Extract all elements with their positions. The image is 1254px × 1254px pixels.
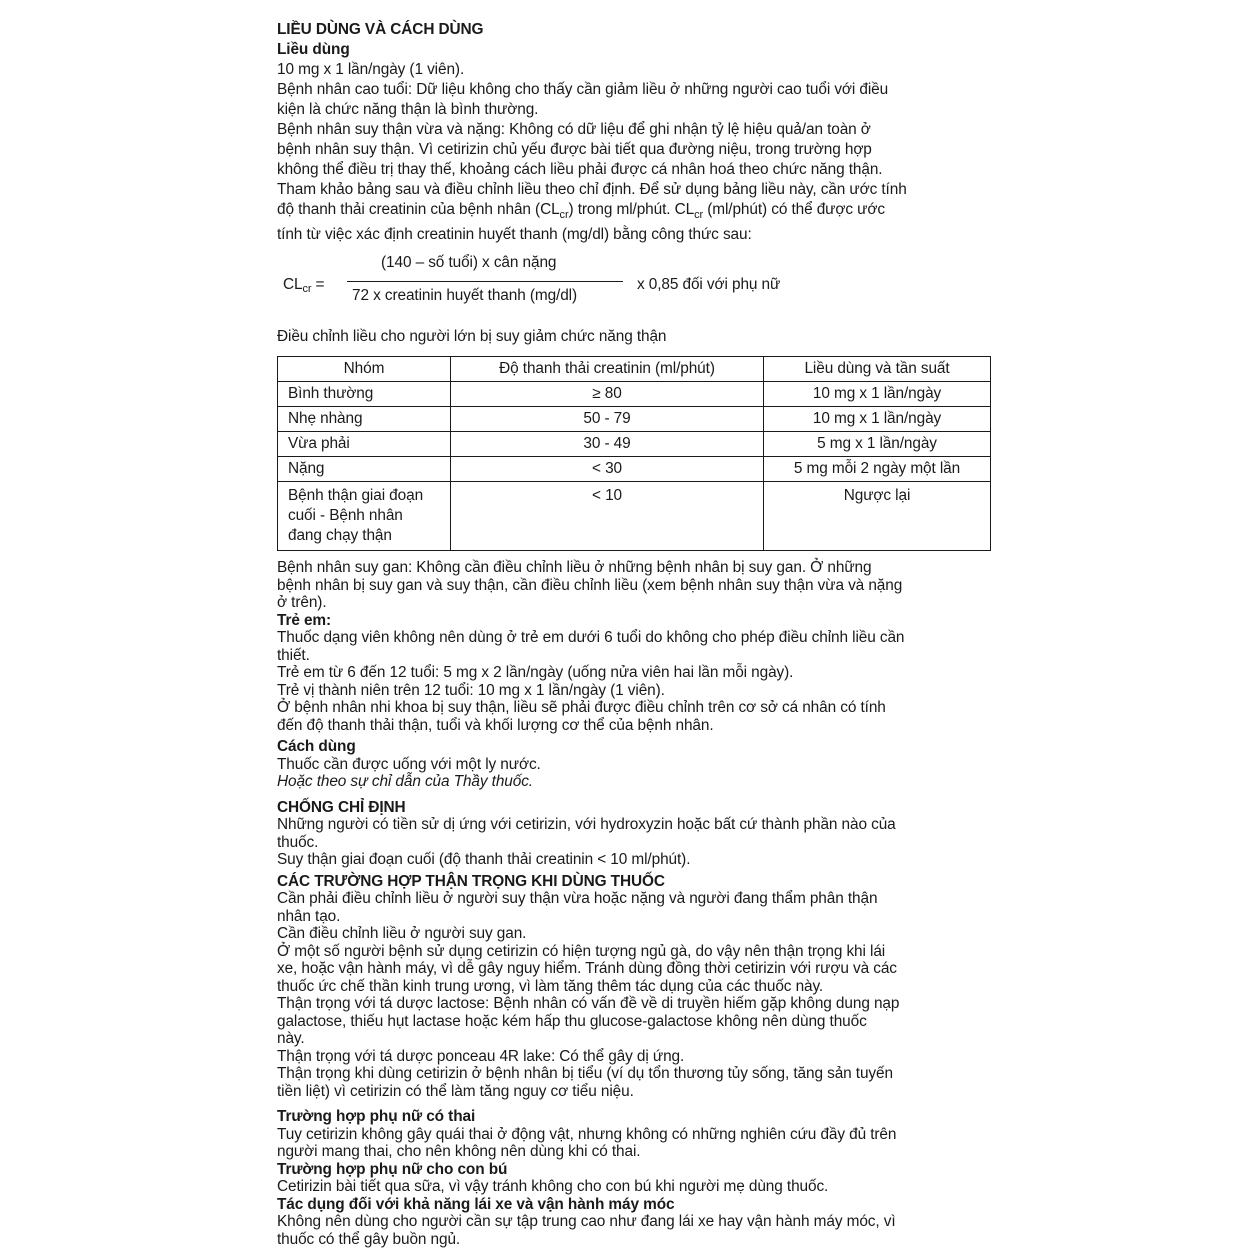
cell-group: Nhẹ nhàng: [278, 407, 451, 432]
table-row: [278, 407, 991, 432]
section-title-dosage: LIỀU DÙNG VÀ CÁCH DÙNG: [277, 21, 484, 38]
clcr-text-a: độ thanh thải creatinin của bệnh nhân (CL: [277, 201, 560, 218]
cell-clearance: < 30: [451, 457, 764, 482]
formula-clcr-label: CL: [283, 276, 303, 294]
text-line: Những người có tiền sử dị ứng với cetirizin, với hydroxyzin hoặc bất cứ thành phần nào của: [277, 816, 896, 834]
text-line: Ở bệnh nhân nhi khoa bị suy thận, liều sẽ phải được điều chỉnh trên cơ sở cá nhân có tính: [277, 699, 886, 717]
formula-lhs: [283, 275, 324, 299]
header-group: Nhóm: [278, 357, 451, 382]
subheading-usage: Cách dùng: [277, 738, 356, 756]
clcr-subscript: cr: [694, 209, 704, 222]
text-line: Cần phải điều chỉnh liều ở người suy thận vừa hoặc nặng và người đang thẩm phân thận: [277, 890, 878, 908]
text-line: nhân tạo.: [277, 907, 341, 925]
text-line: Ở một số người bệnh sử dụng cetirizin có hiện tượng ngủ gà, do vậy nên thận trọng khi lái: [277, 942, 886, 960]
text-line: ở trên).: [277, 594, 327, 612]
cell-group: Vừa phải: [278, 432, 451, 457]
text-line-italic: Hoặc theo sự chỉ dẫn của Thầy thuốc.: [277, 773, 533, 791]
text-line: Thận trọng với tá dược ponceau 4R lake: Có thể gây dị ứng.: [277, 1047, 685, 1065]
cell-dose: 10 mg x 1 lần/ngày: [764, 407, 991, 432]
subheading-children: Trẻ em:: [277, 611, 332, 629]
cell-group-line: đang chạy thận: [288, 527, 392, 545]
subheading-driving: Tác dụng đối với khả năng lái xe và vận hành máy móc: [277, 1195, 675, 1213]
cell-clearance: 50 - 79: [451, 407, 764, 432]
text-line: Thuốc dạng viên không nên dùng ở trẻ em dưới 6 tuổi do không cho phép điều chỉnh liều cần: [277, 629, 905, 647]
text-line: người mang thai, cho nên không nên dùng khi có thai.: [277, 1143, 641, 1161]
formula-denominator: 72 x creatinin huyết thanh (mg/dl): [352, 287, 578, 305]
cell-group-line: cuối - Bệnh nhân: [288, 507, 403, 525]
clcr-text-c: (ml/phút) có thể được ước: [703, 201, 885, 218]
text-line: tính từ việc xác định creatinin huyết thanh (mg/dl) bằng công thức sau:: [277, 226, 752, 244]
text-line: thuốc ức chế thần kinh trung ương, vì làm tăng thêm tác dụng của các thuốc này.: [277, 977, 824, 995]
formula-rhs: x 0,85 đối với phụ nữ: [637, 276, 781, 294]
cell-clearance: < 10: [451, 482, 764, 551]
section-title-contraindications: CHỐNG CHỈ ĐỊNH: [277, 798, 406, 816]
table-row: [278, 432, 991, 457]
text-line: Cetirizin bài tiết qua sữa, vì vậy tránh không cho con bú khi người mẹ dùng thuốc.: [277, 1178, 829, 1196]
formula-numerator: (140 – số tuổi) x cân nặng: [381, 254, 557, 272]
document-page: [277, 20, 990, 1248]
text-line: Suy thận giai đoạn cuối (độ thanh thải creatinin < 10 ml/phút).: [277, 851, 691, 869]
text-line-clcr: [277, 200, 990, 225]
dose-adjustment-table: [277, 356, 991, 551]
subheading-dose: Liều dùng: [277, 41, 350, 58]
cell-group: [278, 482, 451, 551]
table-row: [278, 382, 991, 407]
table-header-row: [278, 357, 991, 382]
cell-group: Nặng: [278, 457, 451, 482]
table-row: [278, 482, 991, 551]
header-dose: Liều dùng và tần suất: [764, 357, 991, 382]
text-line: đến độ thanh thải thận, tuổi và khối lượng cơ thể của bệnh nhân.: [277, 716, 714, 734]
text-line: 10 mg x 1 lần/ngày (1 viên).: [277, 61, 465, 78]
text-line: Tham khảo bảng sau và điều chỉnh liều theo chỉ định. Để sử dụng bảng liều này, cần ước tính: [277, 181, 907, 198]
text-line: tiền liệt) vì cetirizin có thể làm tăng nguy cơ tiểu niệu.: [277, 1082, 634, 1100]
text-line: Không nên dùng cho người cần sự tập trung cao như đang lái xe hay vận hành máy móc, vì: [277, 1213, 896, 1231]
cell-clearance: ≥ 80: [451, 382, 764, 407]
clcr-subscript: cr: [559, 209, 569, 222]
subheading-lactation: Trường hợp phụ nữ cho con bú: [277, 1160, 508, 1178]
text-line: Trẻ vị thành niên trên 12 tuổi: 10 mg x 1 lần/ngày (1 viên).: [277, 681, 665, 699]
text-line: Bệnh nhân cao tuổi: Dữ liệu không cho thấy cần giảm liều ở những người cao tuổi với điều: [277, 81, 889, 98]
cell-group-line: Bệnh thận giai đoạn: [288, 487, 424, 505]
text-line: thuốc.: [277, 833, 319, 851]
cell-clearance: 30 - 49: [451, 432, 764, 457]
formula-equals: =: [315, 276, 325, 294]
cell-dose: Ngược lại: [764, 482, 991, 551]
fraction-bar: [347, 281, 623, 282]
clcr-formula: [277, 253, 990, 317]
text-line: galactose, thiếu hụt lactase hoặc kém hấp thu glucose-galactose không nên dùng thuốc: [277, 1012, 867, 1030]
text-line: xe, hoặc vận hành máy, vì dễ gây nguy hiểm. Tránh dùng đồng thời cetirizin với rượu và các: [277, 960, 897, 978]
text-line: Trẻ em từ 6 đến 12 tuổi: 5 mg x 2 lần/ngày (uống nửa viên hai lần mỗi ngày).: [277, 664, 794, 682]
text-line: thiết.: [277, 646, 310, 664]
cell-dose: 5 mg x 1 lần/ngày: [764, 432, 991, 457]
table-caption: Điều chỉnh liều cho người lớn bị suy giảm chức năng thận: [277, 328, 667, 346]
table-row: [278, 457, 991, 482]
cell-dose: 5 mg mỗi 2 ngày một lần: [764, 457, 991, 482]
formula-subscript: cr: [302, 283, 312, 296]
text-line: Thuốc cần được uống với một ly nước.: [277, 755, 541, 773]
clcr-text-b: ) trong ml/phút. CL: [568, 201, 695, 218]
header-clearance: Độ thanh thải creatinin (ml/phút): [451, 357, 764, 382]
subheading-pregnancy: Trường hợp phụ nữ có thai: [277, 1108, 476, 1126]
text-line: Tuy cetirizin không gây quái thai ở động vật, nhưng không có những nghiên cứu đầy đủ trên: [277, 1125, 897, 1143]
cell-dose: 10 mg x 1 lần/ngày: [764, 382, 991, 407]
text-line: thuốc có thể gây buồn ngủ.: [277, 1230, 461, 1248]
text-line: kiện là chức năng thận là bình thường.: [277, 101, 539, 118]
text-line: Thận trọng khi dùng cetirizin ở bệnh nhân bị tiểu (ví dụ tổn thương tủy sống, tăng sản tuyến: [277, 1065, 893, 1083]
text-line: Bệnh nhân suy gan: Không cần điều chỉnh liều ở những bệnh nhân bị suy gan. Ở những: [277, 559, 872, 577]
text-line: Bệnh nhân suy thận vừa và nặng: Không có dữ liệu để ghi nhận tỷ lệ hiệu quả/an toàn ở: [277, 121, 871, 138]
text-line: này.: [277, 1030, 305, 1048]
text-line: Cần điều chỉnh liều ở người suy gan.: [277, 925, 527, 943]
text-line: không thể điều trị thay thế, khoảng cách liều phải được cá nhân hoá theo chức năng thận.: [277, 161, 883, 178]
text-line: bệnh nhân suy thận. Vì cetirizin chủ yếu được bài tiết qua đường niệu, trong trường hợp: [277, 141, 872, 158]
section-title-precautions: CÁC TRƯỜNG HỢP THẬN TRỌNG KHI DÙNG THUỐC: [277, 872, 665, 890]
cell-group: Bình thường: [278, 382, 451, 407]
text-line: Thận trọng với tá dược lactose: Bệnh nhân có vấn đề về di truyền hiếm gặp không dung nạp: [277, 995, 900, 1013]
text-line: bệnh nhân bị suy gan và suy thận, cần điều chỉnh liều (xem bệnh nhân suy thận vừa và nặng: [277, 576, 903, 594]
